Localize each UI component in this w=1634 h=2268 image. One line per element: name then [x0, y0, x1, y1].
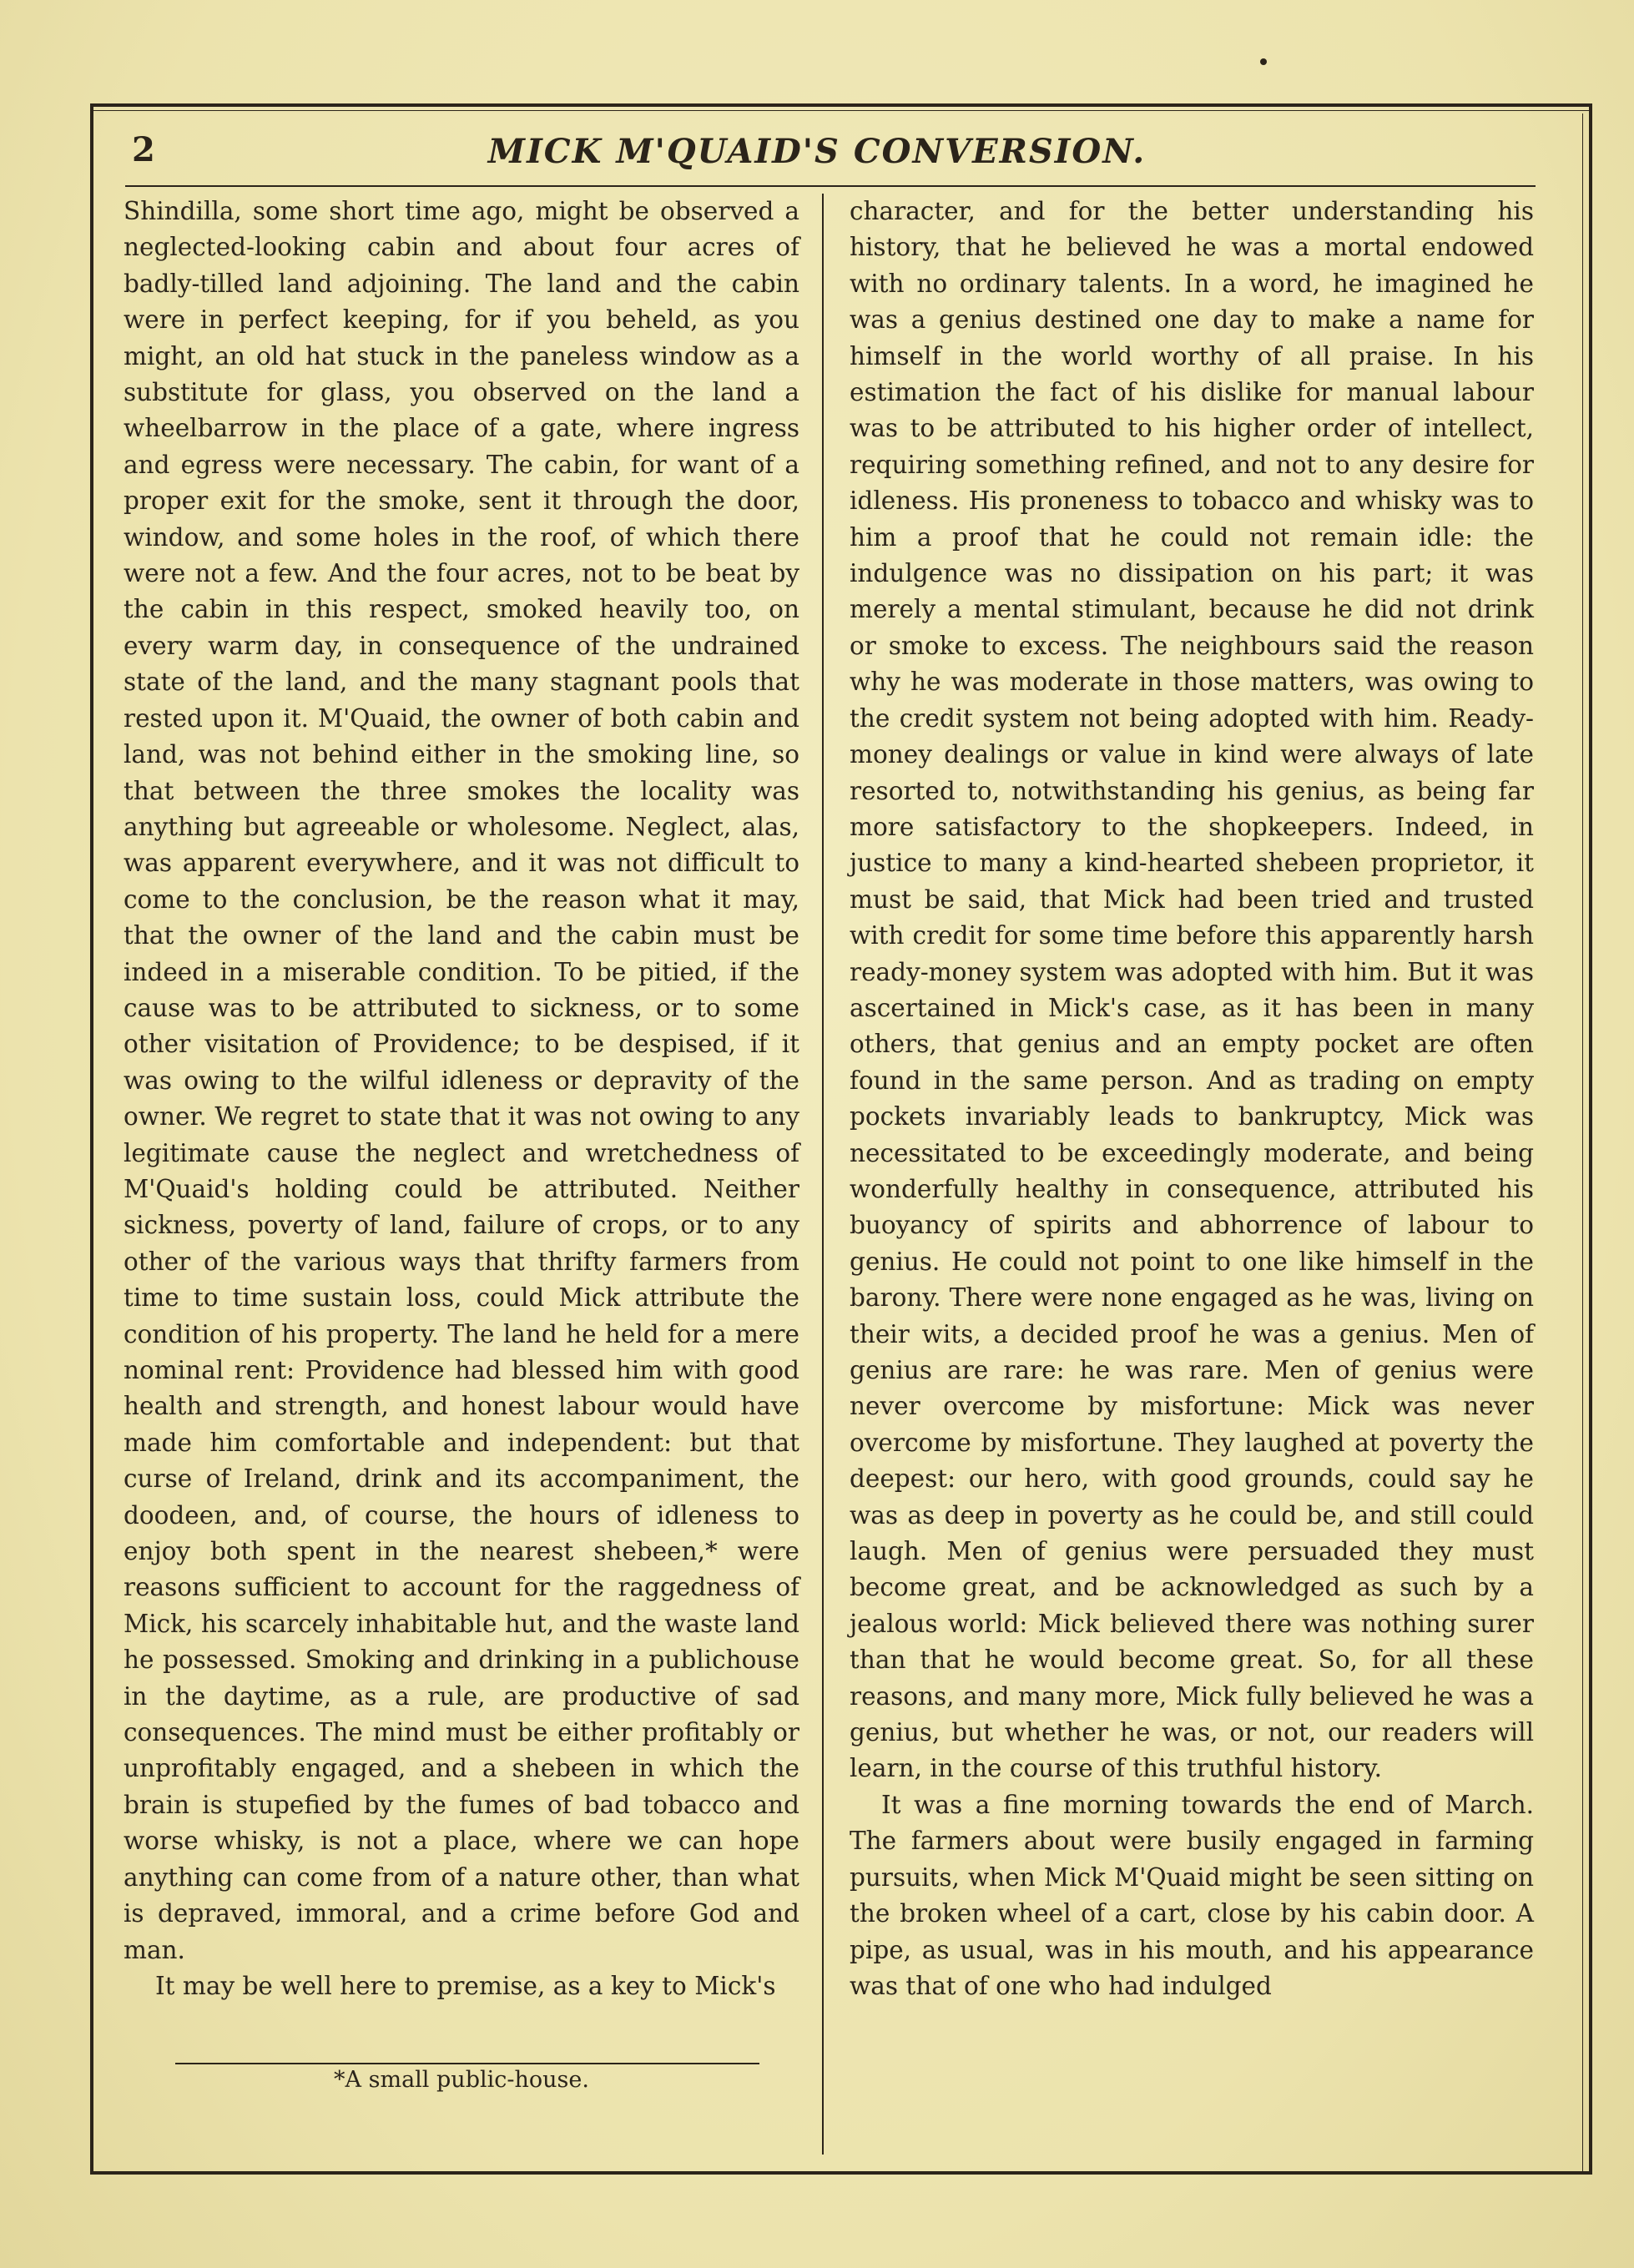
- footnote-rule: [175, 2063, 759, 2064]
- left-column: [124, 194, 799, 2004]
- paragraph: It may be well here to premise, as a key to Mick's: [155, 1971, 776, 2000]
- header-underline: [125, 185, 1536, 187]
- paragraph: Shindilla, some short time ago, might be observed a neglected-looking cabin and about four acres of badly-tilled land adjoining. The land and the cabin were in perfect keeping, for if you beheld, as you might, an old hat stuck in the paneless window as a substitute for glass, you observed on the land a wheelbarrow in the place of a gate, where ingress and egress were necessary. The cabin, for want of a proper exit for the smoke, sent it through the door, window, and some holes in the roof, of which there were not a few. And the four acres, not to be beat by the cabin in this respect, smoked heavily too, on every warm day, in consequence of the undrained state of the land, and the many stagnant pools that rested upon it. M'Quaid, the owner of both cabin and land, was not behind either in the smoking line, so that between the three smokes the locality was anything but agreeable or wholesome. Neglect, alas, was apparent everywhere, and it was not difficult to come to the conclusion, be the reason what it may, that the owner of the land and the cabin must be indeed in a miserable condition. To be pitied, if the cause was to be attributed to sickness, or to some other visitation of Providence; to be despised, if it was owing to the wilful idleness or depravity of the owner. We regret to state that it was not owing to any legitimate cause the neglect and wretchedness of M'Quaid's holding could be attributed. Neither sickness, poverty of land, failure of crops, or to any other of the various ways that thrifty farmers from time to time sustain loss, could Mick attribute the condition of his property. The land he held for a mere nominal rent: Providence had blessed him with good health and strength, and honest labour would have made him comfortable and independent: but that curse of Ireland, drink and its accompaniment, the doodeen, and, of course, the hours of idleness to enjoy both spent in the nearest shebeen,* were reasons sufficient to account for the raggedness of Mick, his scarcely inhabitable hut, and the waste land he possessed. Smoking and drinking in a publichouse in the daytime, as a rule, are productive of sad consequences. The mind must be either profitably or unprofitably engaged, and a shebeen in which the brain is stupefied by the fumes of bad tobacco and worse whisky, is not a place, where we can hope anything can come from of a nature other, than what is depraved, immoral, and a crime before God and man.: [124, 197, 799, 1964]
- page-number: 2: [132, 130, 155, 169]
- footnote: *A small public-house.: [334, 2067, 589, 2093]
- frame-top-rule-thin: [90, 110, 1592, 111]
- column-divider: [822, 194, 824, 2155]
- frame-left-rule: [90, 103, 93, 2175]
- frame-bottom-rule: [90, 2171, 1592, 2175]
- paragraph: It was a fine morning towards the end of March. The farmers about were busily engaged in farming pursuits, when Mick M'Quaid might be seen sitting on the broken wheel of a cart, close by his cabin door. A pipe, as usual, was in his mouth, and his appearance was that of one who had indulged: [850, 1790, 1534, 2000]
- paragraph: character, and for the better understanding his history, that he believed he was a mortal endowed with no ordinary talents. In a word, he imagined he was a genius destined one day to make a name for himself in the world worthy of all praise. In his estimation the fact of his dislike for manual labour was to be attributed to his higher order of intellect, requiring something refined, and not to any desire for idleness. His proneness to tobacco and whisky was to him a proof that he could not remain idle: the indulgence was no dissipation on his part; it was merely a mental stimulant, because he did not drink or smoke to excess. The neighbours said the reason why he was moderate in those matters, was owing to the credit system not being adopted with him. Ready-money dealings or value in kind were always of late resorted to, notwithstanding his genius, as being far more satisfactory to the shopkeepers. Indeed, in justice to many a kind-hearted shebeen proprietor, it must be said, that Mick had been tried and trusted with credit for some time before this apparently harsh ready-money system was adopted with him. But it was ascertained in Mick's case, as it has been in many others, that genius and an empty pocket are often found in the same person. And as trading on empty pockets invariably leads to bankruptcy, Mick was necessitated to be exceedingly moderate, and being wonderfully healthy in consequence, attributed his buoyancy of spirits and abhorrence of labour to genius. He could not point to one like himself in the barony. There were none engaged as he was, living on their wits, a decided proof he was a genius. Men of genius are rare: he was rare. Men of genius were never overcome by misfortune: Mick was never overcome by misfortune. They laughed at poverty the deepest: our hero, with good grounds, could say he was as deep in poverty as he could be, and still could laugh. Men of genius were persuaded they must become great, and be acknowledged as such by a jealous world: Mick believed there was nothing surer than that he would become great. So, for all these reasons, and many more, Mick fully believed he was a genius, but whether he was, or not, our readers will learn, in the course of this truthful history.: [850, 197, 1534, 1783]
- ink-speck: [1260, 58, 1267, 65]
- frame-top-rule: [90, 103, 1592, 107]
- page-header: [125, 125, 1509, 184]
- page-title: MICK M'QUAID'S CONVERSION.: [487, 132, 1147, 171]
- frame-right-rule: [1589, 103, 1592, 2175]
- frame-right-rule-thin: [1582, 113, 1583, 2171]
- right-column: [850, 194, 1534, 2004]
